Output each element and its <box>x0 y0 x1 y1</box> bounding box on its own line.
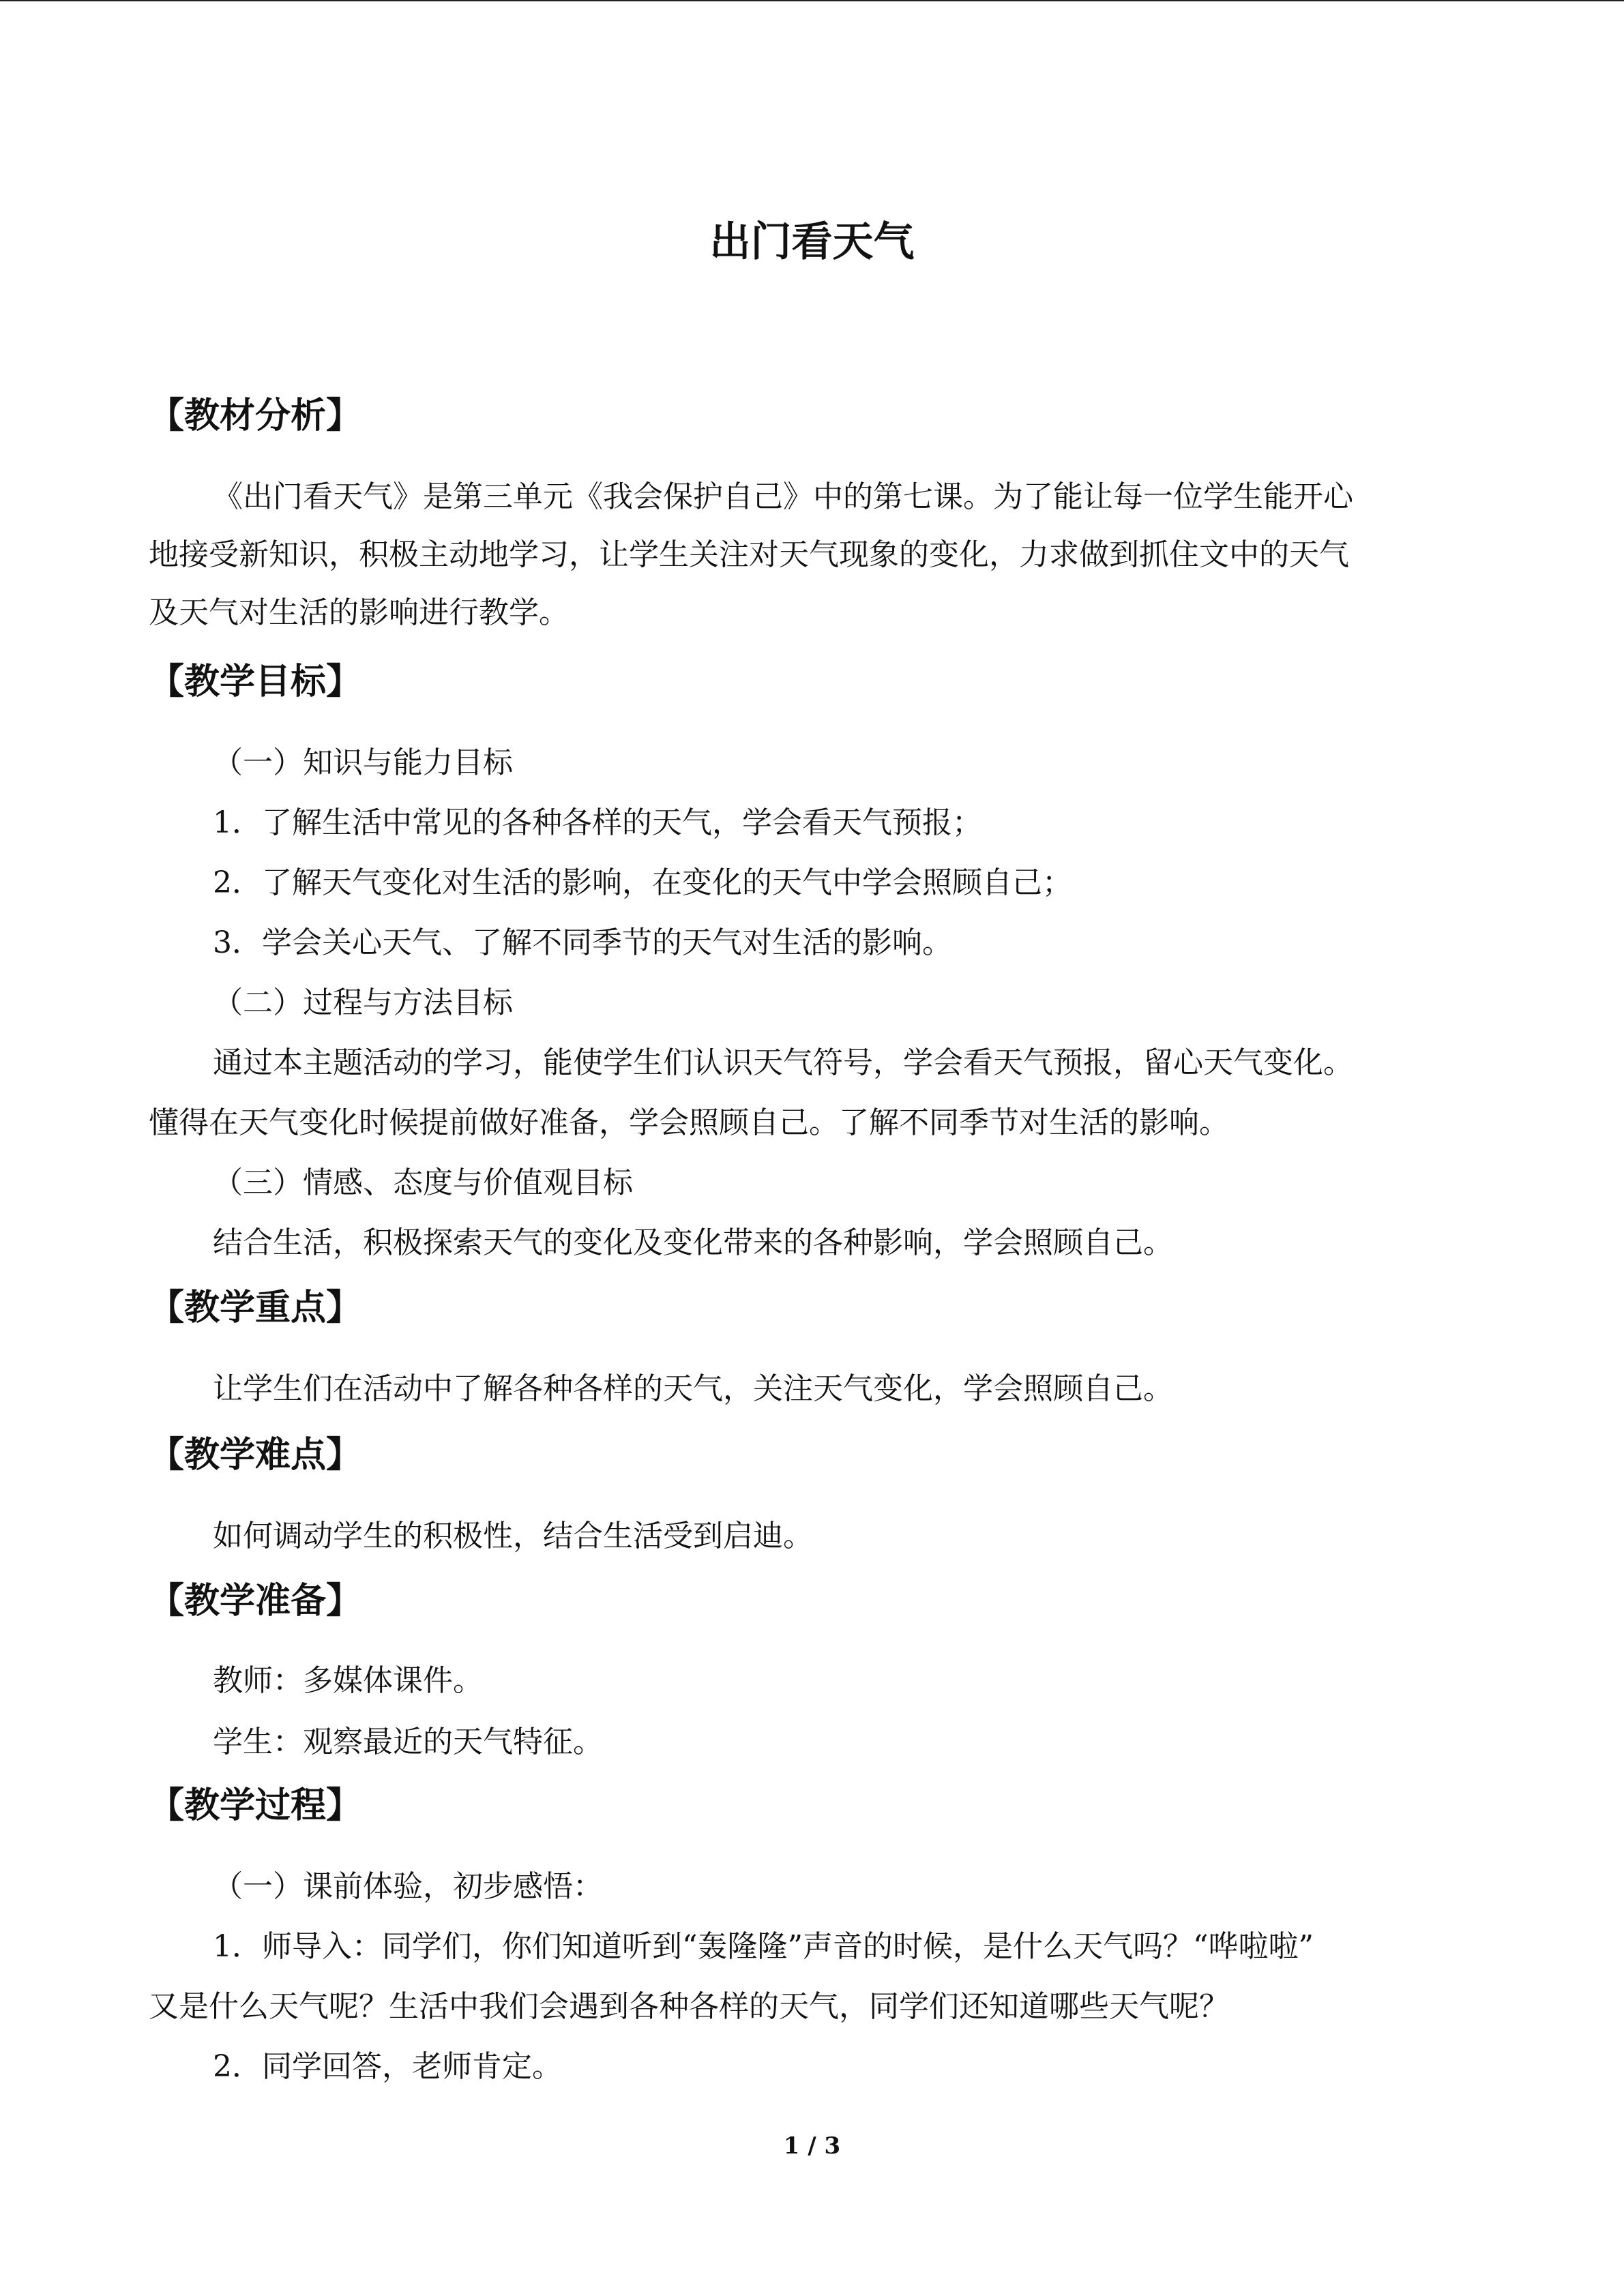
list-item: 2．了解天气变化对生活的影响，在变化的天气中学会照顾自己； <box>213 865 1072 900</box>
paragraph-line: 教师：多媒体课件。 <box>213 1663 483 1698</box>
page-number: 1 / 3 <box>783 2132 841 2160</box>
paragraph-line: 地接受新知识，积极主动地学习，让学生关注对天气现象的变化，力求做到抓住文中的天气 <box>149 537 1349 572</box>
paragraph-line: 如何调动学生的积极性，结合生活受到启迪。 <box>213 1519 813 1553</box>
paragraph-line: 懂得在天气变化时候提前做好准备，学会照顾自己。了解不同季节对生活的影响。 <box>149 1105 1229 1140</box>
subsection-label: （三）情感、态度与价值观目标 <box>213 1165 633 1200</box>
paragraph-line: 又是什么天气呢？生活中我们会遇到各种各样的天气，同学们还知道哪些天气呢？ <box>149 1989 1229 2024</box>
document-title: 出门看天气 <box>709 218 915 266</box>
section-heading-key-points: 【教学重点】 <box>149 1287 362 1328</box>
paragraph-line: 《出门看天气》是第三单元《我会保护自己》中的第七课。为了能让每一位学生能开心 <box>213 479 1353 514</box>
paragraph-line: 结合生活，积极探索天气的变化及变化带来的各种影响，学会照顾自己。 <box>213 1225 1173 1260</box>
list-item: 1．了解生活中常见的各种各样的天气，学会看天气预报； <box>213 805 982 840</box>
paragraph-line: 让学生们在活动中了解各种各样的天气，关注天气变化，学会照顾自己。 <box>213 1371 1173 1406</box>
section-heading-objectives: 【教学目标】 <box>149 661 362 702</box>
subsection-label: （二）过程与方法目标 <box>213 985 513 1020</box>
section-heading-process: 【教学过程】 <box>149 1785 362 1826</box>
paragraph-line: 1．师导入：同学们，你们知道听到“轰隆隆”声音的时候，是什么天气吗？“哗啦啦” <box>213 1929 1314 1964</box>
paragraph-line: 及天气对生活的影响进行教学。 <box>149 595 569 630</box>
paragraph-line: 2．同学回答，老师肯定。 <box>213 2049 562 2084</box>
paragraph-line: 学生：观察最近的天气特征。 <box>213 1725 603 1759</box>
paragraph-line: 通过本主题活动的学习，能使学生们认识天气符号，学会看天气预报，留心天气变化。 <box>213 1045 1353 1080</box>
section-heading-preparation: 【教学准备】 <box>149 1580 362 1622</box>
subsection-label: （一）课前体验，初步感悟： <box>213 1869 603 1904</box>
subsection-label: （一）知识与能力目标 <box>213 745 513 780</box>
list-item: 3．学会关心天气、了解不同季节的天气对生活的影响。 <box>213 925 952 960</box>
section-heading-materials: 【教材分析】 <box>149 395 362 436</box>
section-heading-difficulties: 【教学难点】 <box>149 1434 362 1476</box>
